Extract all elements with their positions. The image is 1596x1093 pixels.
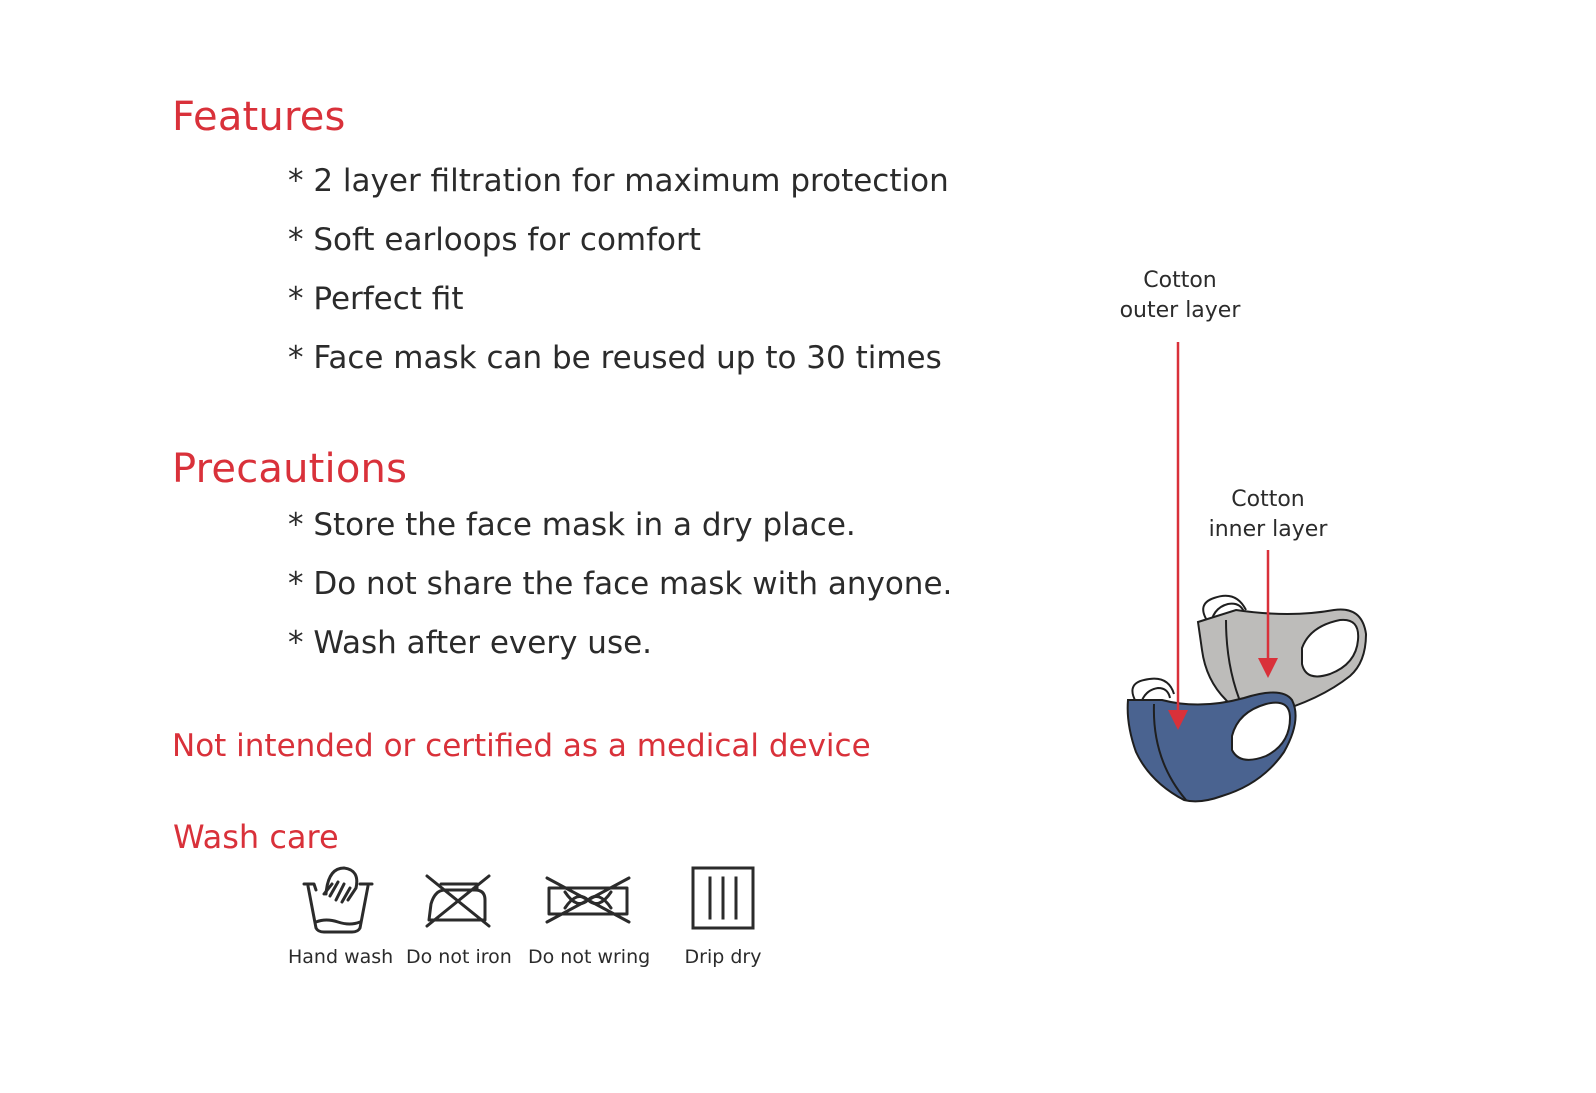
inner-layer-line1: Cotton — [1231, 487, 1305, 512]
outer-layer-line2: outer layer — [1119, 298, 1241, 323]
precaution-item: * Wash after every use. — [288, 625, 653, 661]
feature-item: * Perfect fit — [288, 281, 464, 317]
precaution-item: * Do not share the face mask with anyone. — [288, 566, 953, 602]
outer-layer-callout — [1110, 266, 1250, 326]
precaution-item: * Store the face mask in a dry place. — [288, 507, 856, 543]
care-label: Do not iron — [406, 946, 512, 968]
feature-item: * Soft earloops for comfort — [288, 222, 701, 258]
care-item-do-not-iron — [406, 860, 512, 968]
wash-care-heading: Wash care — [173, 818, 339, 856]
grey-mask-back — [1198, 596, 1366, 715]
outer-layer-arrow — [1168, 342, 1188, 730]
care-label: Hand wash — [288, 946, 394, 968]
do-not-wring-icon — [543, 860, 633, 936]
inner-layer-line2: inner layer — [1208, 517, 1328, 542]
care-item-drip-dry — [680, 860, 766, 968]
blue-mask-front — [1128, 679, 1296, 802]
medical-device-notice: Not intended or certified as a medical device — [172, 728, 871, 764]
features-heading: Features — [172, 94, 346, 140]
precautions-heading: Precautions — [172, 446, 408, 492]
hand-wash-icon — [298, 860, 378, 936]
care-label: Do not wring — [528, 946, 651, 968]
inner-layer-arrow — [1258, 550, 1278, 678]
care-label: Drip dry — [684, 946, 762, 968]
feature-item: * 2 layer filtration for maximum protection — [288, 163, 949, 199]
drip-dry-icon — [688, 860, 758, 936]
feature-item: * Face mask can be reused up to 30 times — [288, 340, 942, 376]
care-item-do-not-wring — [528, 860, 651, 968]
inner-layer-callout — [1198, 485, 1338, 545]
care-item-hand-wash — [288, 860, 394, 968]
outer-layer-line1: Cotton — [1143, 268, 1217, 293]
do-not-iron-icon — [419, 860, 495, 936]
